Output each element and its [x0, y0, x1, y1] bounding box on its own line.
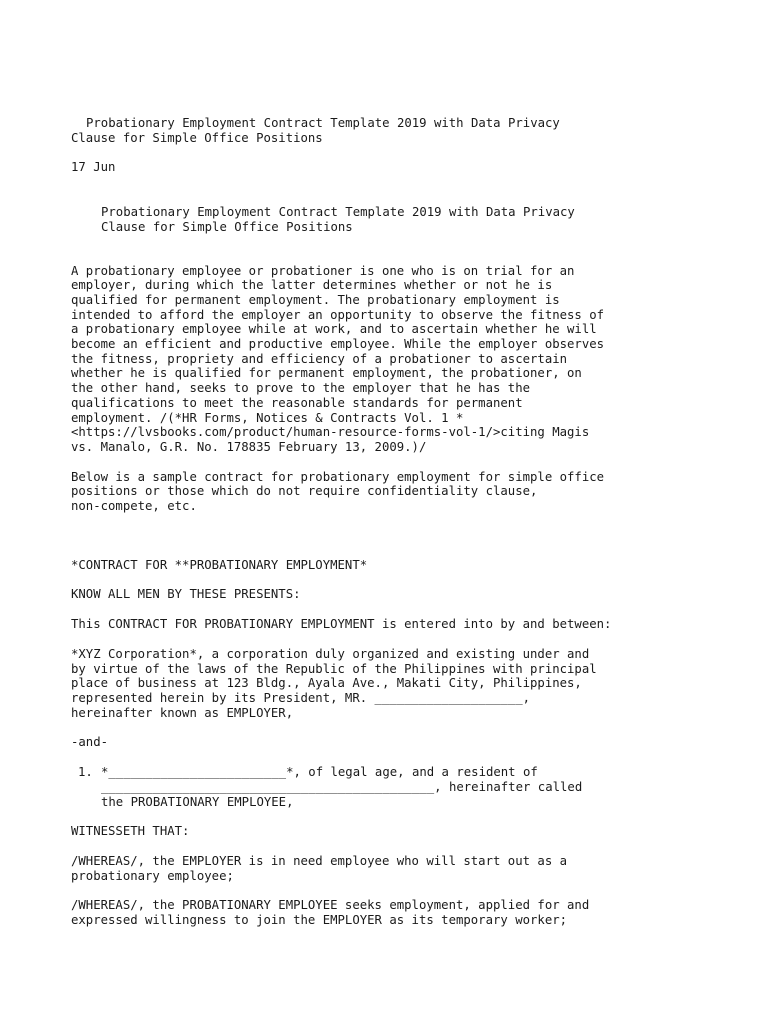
paragraph-line: probationary employee; [71, 868, 234, 883]
paragraph-line: qualifications to meet the reasonable standards for permanent [71, 395, 523, 410]
paragraph-line: represented herein by its President, MR. ____________________, [71, 690, 531, 705]
paragraph-line: employment. /(*HR Forms, Notices & Contracts Vol. 1 * [71, 410, 464, 425]
paragraph-line: *XYZ Corporation*, a corporation duly organized and existing under and [71, 646, 590, 661]
paragraph-line: expressed willingness to join the EMPLOYER as its temporary worker; [71, 913, 568, 928]
subtitle-line: Probationary Employment Contract Template 2019 with Data Privacy [101, 205, 575, 220]
title-line: Clause for Simple Office Positions [71, 130, 323, 145]
paragraph-line: a probationary employee while at work, and to ascertain whether he will [71, 322, 597, 337]
article-subtitle [71, 205, 751, 234]
paragraph-line: the other hand, seeks to prove to the employer that he has the [71, 381, 531, 396]
list-item [71, 765, 751, 809]
paragraph-line: /WHEREAS/, the PROBATIONARY EMPLOYEE seeks employment, applied for and [71, 898, 590, 913]
contract-title-text: *CONTRACT FOR **PROBATIONARY EMPLOYMENT* [71, 557, 368, 572]
paragraph-line: /WHEREAS/, the EMPLOYER is in need employee who will start out as a [71, 853, 568, 868]
paragraph-line: whether he is qualified for permanent employment, the probationer, on [71, 366, 582, 381]
paragraph-line: A probationary employee or probationer is one who is on trial for an [71, 263, 575, 278]
list-item-line: the PROBATIONARY EMPLOYEE, [101, 794, 294, 809]
paragraph-line: Below is a sample contract for probationary employment for simple office [71, 469, 605, 484]
entered-statement [71, 617, 751, 632]
paragraph-line: hereinafter known as EMPLOYER, [71, 705, 294, 720]
and-separator [71, 735, 751, 750]
paragraph-line: positions or those which do not require confidentiality clause, [71, 484, 538, 499]
paragraph-line: vs. Manalo, G.R. No. 178835 February 13, 2009.)/ [71, 439, 427, 454]
subtitle-line: Clause for Simple Office Positions [101, 219, 353, 234]
title-line: Probationary Employment Contract Template 2019 with Data Privacy [86, 116, 560, 130]
whereas-clause [71, 898, 751, 927]
paragraph-line: intended to afford the employer an opportunity to observe the fitness of [71, 307, 605, 322]
paragraph-line: <https://lvsbooks.com/product/human-resource-forms-vol-1/>citing Magis [71, 425, 590, 440]
document-body [71, 116, 751, 928]
paragraph-line: become an efficient and productive employee. While the employer observes [71, 337, 605, 352]
page-title [71, 116, 751, 145]
paragraph-line: employer, during which the latter determines whether or not he is [71, 278, 553, 293]
paragraph-line: qualified for permanent employment. The probationary employment is [71, 292, 560, 307]
paragraph-line: the fitness, propriety and efficiency of a probationer to ascertain [71, 351, 568, 366]
witnesseth-text: WITNESSETH THAT: [71, 824, 190, 839]
whereas-clause [71, 854, 751, 883]
list-item-line: *________________________*, of legal age, and a resident of [101, 765, 538, 780]
date-text: 17 Jun [71, 160, 116, 175]
entered-text: This CONTRACT FOR PROBATIONARY EMPLOYMENT is entered into by and between: [71, 617, 612, 632]
post-date [71, 160, 751, 175]
paragraph-line: place of business at 123 Bldg., Ayala Ave., Makati City, Philippines, [71, 676, 582, 691]
intro-paragraph [71, 264, 751, 455]
employer-paragraph [71, 647, 751, 721]
know-all-text: KNOW ALL MEN BY THESE PRESENTS: [71, 587, 301, 602]
list-item-line: _____________________________________________, hereinafter called [101, 779, 583, 794]
sample-paragraph [71, 470, 751, 514]
contract-title [71, 558, 751, 573]
know-all-heading [71, 587, 751, 602]
paragraph-line: by virtue of the laws of the Republic of the Philippines with principal [71, 661, 597, 676]
witnesseth-heading [71, 824, 751, 839]
paragraph-line: non-compete, etc. [71, 499, 197, 514]
list-number: 1. [78, 765, 93, 780]
and-text: -and- [71, 735, 109, 750]
